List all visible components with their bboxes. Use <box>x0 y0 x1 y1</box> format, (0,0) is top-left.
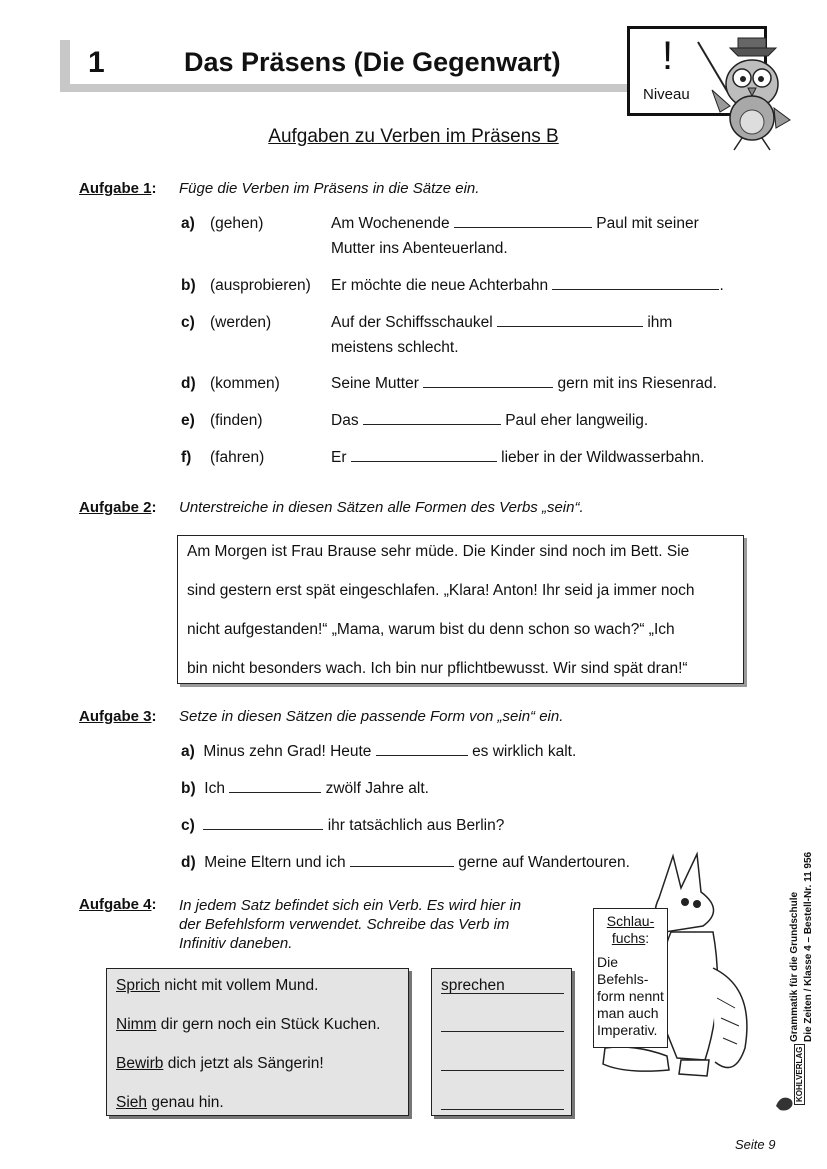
instruction-line: der Befehlsform verwendet. Schreibe das Verb im <box>179 916 510 933</box>
aufgabe2-line: Am Morgen ist Frau Brause sehr müde. Die Kinder sind noch im Bett. Sie <box>187 543 690 560</box>
answer-line[interactable] <box>441 1031 564 1032</box>
chapter-number: 1 <box>88 46 105 79</box>
a1-item-sentence-d: Seine Mutter gern mit ins Riesenrad. <box>331 375 717 392</box>
publisher-bird-icon <box>774 1092 796 1114</box>
aufgabe2-line: nicht aufgestanden!“ „Mama, warum bist du denn schon so wach?“ „Ich <box>187 621 675 638</box>
a1-item-label-b: b) <box>181 277 196 294</box>
publisher-logo: KOHLVERLAG <box>794 1044 805 1105</box>
aufgabe2-line: sind gestern erst spät eingeschlafen. „Klara! Anton! Ihr seid ja immer noch <box>187 582 695 599</box>
a1-item-verb-c: (werden) <box>210 314 272 331</box>
a4-answer-example: sprechen <box>441 977 505 994</box>
schlaufuchs-title-2: fuchs: <box>611 930 650 946</box>
a1-item-sentence-a: Am Wochenende Paul mit seiner <box>331 215 699 232</box>
a1-item-verb-a: (gehen) <box>210 215 264 232</box>
aufgabe4-instruction <box>179 896 521 953</box>
a4-sentence: Sprich nicht mit vollem Mund. <box>116 977 319 994</box>
schlaufuchs-text-line: Imperativ. <box>597 1022 658 1038</box>
answer-blank[interactable] <box>229 778 321 793</box>
page-number: Seite 9 <box>735 1137 776 1152</box>
a3-item-a: a) Minus zehn Grad! Heute es wirklich kalt. <box>181 743 577 760</box>
aufgabe1-heading: Aufgabe 1: <box>79 180 157 197</box>
answer-blank[interactable] <box>423 373 553 388</box>
aufgabe2-heading: Aufgabe 2: <box>79 499 157 516</box>
answer-line[interactable] <box>441 1109 564 1110</box>
instruction-line: In jedem Satz befindet sich ein Verb. Es wird hier in <box>179 897 522 914</box>
a1-item-label-d: d) <box>181 375 196 392</box>
a1-item-sentence-e: Das Paul eher langweilig. <box>331 412 649 429</box>
answer-blank[interactable] <box>363 410 501 425</box>
schlaufuchs-text <box>597 954 664 1039</box>
sidebar-line1: Grammatik für die Grundschule <box>789 891 800 1042</box>
a1-item-verb-e: (finden) <box>210 412 263 429</box>
a1-item-label-a: a) <box>181 215 195 232</box>
answer-blank[interactable] <box>351 447 497 462</box>
header-bar-bottom <box>60 84 628 92</box>
a3-item-c: c) ihr tatsächlich aus Berlin? <box>181 817 505 834</box>
sidebar-line2: Die Zeiten / Klasse 4 – Bestell-Nr. 11 956 <box>803 851 814 1042</box>
answer-blank[interactable] <box>552 275 719 290</box>
answer-blank[interactable] <box>376 741 468 756</box>
aufgabe2-line: bin nicht besonders wach. Ich bin nur pflichtbewusst. Wir sind spät dran!“ <box>187 660 688 677</box>
niveau-mark: ! <box>662 34 674 78</box>
a1-item-label-c: c) <box>181 314 195 331</box>
answer-blank[interactable] <box>454 213 592 228</box>
answer-blank[interactable] <box>497 312 643 327</box>
answer-line[interactable] <box>441 1070 564 1071</box>
aufgabe1-instruction: Füge die Verben im Präsens in die Sätze ein. <box>179 180 480 197</box>
a4-sentence: Nimm dir gern noch ein Stück Kuchen. <box>116 1016 381 1033</box>
a1-item-sentence-c: Auf der Schiffsschaukel ihm <box>331 314 673 331</box>
instruction-line: Infinitiv daneben. <box>179 935 293 952</box>
schlaufuchs-text-line: Die Befehls- <box>597 954 649 987</box>
a1-item-sentence-f: Er lieber in der Wildwasserbahn. <box>331 449 705 466</box>
answer-blank[interactable] <box>203 815 323 830</box>
schlaufuchs-title: Schlau- <box>606 913 655 929</box>
schlaufuchs-text-line: form nennt <box>597 988 664 1004</box>
niveau-label: Niveau <box>643 86 690 103</box>
a1-item-line2-c: meistens schlecht. <box>331 339 459 356</box>
a1-item-verb-d: (kommen) <box>210 375 280 392</box>
a1-item-verb-f: (fahren) <box>210 449 265 466</box>
aufgabe4-heading: Aufgabe 4: <box>79 896 157 913</box>
a1-item-label-e: e) <box>181 412 195 429</box>
aufgabe2-instruction: Unterstreiche in diesen Sätzen alle Formen des Verbs „sein“. <box>179 499 584 516</box>
a4-sentence: Sieh genau hin. <box>116 1094 224 1111</box>
a1-item-line2-a: Mutter ins Abenteuerland. <box>331 240 508 257</box>
schlaufuchs-text-line: man auch <box>597 1005 659 1021</box>
a3-item-b: b) Ich zwölf Jahre alt. <box>181 780 429 797</box>
a3-item-d: d) Meine Eltern und ich gerne auf Wandertouren. <box>181 854 630 871</box>
answer-line[interactable] <box>441 993 564 994</box>
a1-item-label-f: f) <box>181 449 192 466</box>
aufgabe3-heading: Aufgabe 3: <box>79 708 157 725</box>
a4-sentence: Bewirb dich jetzt als Sängerin! <box>116 1055 324 1072</box>
aufgabe3-instruction: Setze in diesen Sätzen die passende Form von „sein“ ein. <box>179 708 564 725</box>
page-title: Das Präsens (Die Gegenwart) <box>184 47 561 77</box>
a1-item-verb-b: (ausprobieren) <box>210 277 311 294</box>
answer-blank[interactable] <box>350 852 454 867</box>
a1-item-sentence-b: Er möchte die neue Achterbahn . <box>331 277 724 294</box>
schlaufuchs-sign <box>593 908 668 1048</box>
worksheet-subtitle: Aufgaben zu Verben im Präsens B <box>268 126 559 147</box>
